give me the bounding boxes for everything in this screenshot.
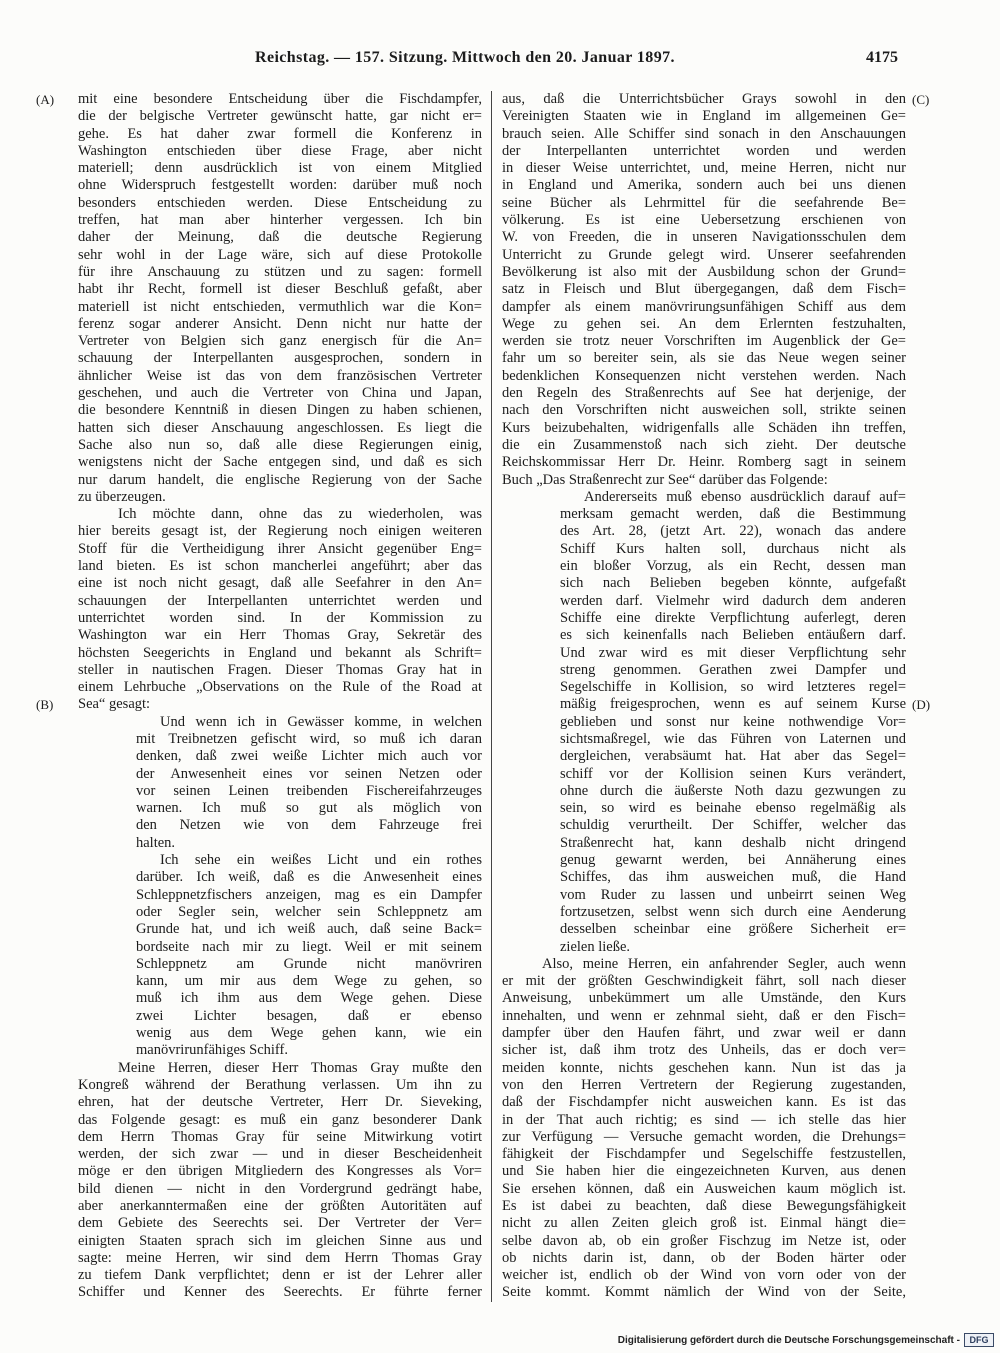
quote-line: sein, so wird es beinahe ebenso regelmäßig als — [560, 800, 906, 817]
text-row — [502, 887, 906, 904]
dfg-logo: DFG — [964, 1333, 994, 1347]
quote-line: des Art. 28, (jetzt Art. 22), wonach das andere — [560, 523, 906, 540]
text-line: Kongreß während der Berathung verlassen. Um ihn zu — [78, 1076, 482, 1093]
text-line: nicht zu allen Zeiten gleich groß ist. Einmal hängt die= — [502, 1215, 906, 1232]
text-row — [502, 1025, 906, 1042]
text-row — [502, 506, 906, 523]
text-line: der Interpellanten unterrichtet worden und werden — [502, 142, 906, 159]
text-row — [78, 1215, 482, 1232]
text-line: von den Herren Vertretern der Regierung zugestanden, — [502, 1076, 906, 1093]
text-line: sicher ist, daß ihm trotz des Unheils, das er doch ver= — [502, 1042, 906, 1059]
text-row — [502, 973, 906, 990]
text-row — [36, 696, 482, 713]
page-number: 4175 — [866, 49, 898, 66]
text-line: werden, der sich zwar — und in dieser Bescheidenheit — [78, 1146, 482, 1163]
text-line: bedenklichen Konsequenzen nicht verstehen werden. Nach — [502, 367, 906, 384]
text-line: fahr um so bereiter sein, als sie das Neue wegen seiner — [502, 350, 906, 367]
text-line: und Sie haben hier die eingezeichneten Kurven, aus denen — [502, 1163, 906, 1180]
margin-marker: (A) — [36, 92, 55, 107]
text-line: Wege zu gehen sei. An dem Erlernten festzuhalten, — [502, 315, 906, 332]
text-row — [502, 1146, 906, 1163]
text-row — [502, 1060, 906, 1077]
text-row — [78, 939, 482, 956]
text-row — [78, 212, 482, 229]
text-line: aber anerkanntermaßen eine der größten Autoritäten auf — [78, 1198, 482, 1214]
text-row — [78, 852, 482, 869]
text-row — [502, 126, 906, 143]
text-row — [502, 91, 930, 108]
text-row — [78, 160, 482, 177]
text-line: dem Herrn Thomas Gray für seine Mitwirkung votirt — [78, 1128, 482, 1145]
text-line: in dieser Weise unterrichtet, und, meine Herren, nicht nur — [502, 160, 906, 177]
text-line: mit eine besondere Entscheidung über die Fischdampfer, — [78, 91, 482, 107]
text-row — [78, 437, 482, 454]
text-row — [502, 869, 906, 886]
text-row — [78, 350, 482, 367]
text-row — [502, 454, 906, 471]
text-row — [78, 1129, 482, 1146]
text-row — [78, 1267, 482, 1284]
quote-line: zwei Lichter besagen, daß er ebenso — [136, 1007, 482, 1024]
text-row — [78, 316, 482, 333]
quote-line: Schiffe eine direkte Verpflichtung auferlegt, deren — [560, 609, 906, 626]
text-row — [78, 662, 482, 679]
running-header: Reichstag. — 157. Sitzung. Mittwoch den 20. Januar 1897. — [255, 49, 675, 66]
text-line: höchsten Seegerichts in England und bekannt als Schrift= — [78, 644, 482, 661]
text-row — [502, 921, 906, 938]
text-row — [78, 679, 482, 696]
text-line: seine Bücher als Lehrmittel für die seefahrende Be= — [502, 194, 906, 211]
text-row — [502, 1181, 906, 1198]
text-row — [502, 835, 906, 852]
quote-line: wenig aus dem Wege gehen kann, wie ein — [136, 1025, 482, 1042]
text-row — [502, 575, 906, 592]
text-row — [78, 1198, 482, 1215]
text-row — [502, 247, 906, 264]
text-line: satz in Fleisch und Blut übergegangen, daß dem Fisch= — [502, 281, 906, 298]
text-line: geschehen, und auch die Vertreter von China und Japan, — [78, 385, 482, 402]
text-line: Stoff für die Vertheidigung ihrer Ansicht gegenüber Eng= — [78, 540, 482, 557]
text-line: zu tiefem Dank verpflichtet; denn er ist der Lehrer aller — [78, 1267, 482, 1284]
text-line: selbe davon ab, ob ein großer Fischzug im Netze ist, oder — [502, 1232, 906, 1249]
text-row — [78, 506, 482, 523]
text-row — [78, 748, 482, 765]
text-line: Seite kommt. Kommt nämlich der Wind von der Seite, — [502, 1284, 906, 1301]
text-line: Unterricht zu Grunde gelegt wird. Unserer seefahrenden — [502, 246, 906, 263]
text-row — [502, 610, 906, 627]
text-row — [78, 731, 482, 748]
text-row — [502, 593, 906, 610]
quote-line: ein bloßer Vorzug, als ein Recht, dessen man — [560, 558, 906, 575]
text-row — [78, 368, 482, 385]
quote-line: der Anwesenheit eines vor seinen Netzen oder — [136, 765, 482, 782]
text-row — [502, 420, 906, 437]
column-divider — [491, 91, 492, 1302]
text-row — [502, 1112, 906, 1129]
text-row — [78, 904, 482, 921]
text-row — [502, 1008, 906, 1025]
text-row — [502, 1077, 906, 1094]
text-line: sehr wohl in der Lage wäre, sich auf diese Protokolle — [78, 246, 482, 263]
quote-line: sichtsmaßregel, wie das Führen von Laternen und — [560, 730, 906, 747]
text-line: einem Lehrbuche „Observations on the Rule of the Road at — [78, 679, 482, 696]
text-row — [78, 1025, 482, 1042]
text-row — [78, 783, 482, 800]
text-row — [78, 1146, 482, 1163]
text-row — [502, 316, 906, 333]
text-row — [78, 575, 482, 592]
text-row — [502, 1198, 906, 1215]
quote-line: Andererseits muß ebenso ausdrücklich darauf auf= — [584, 488, 906, 505]
margin-marker: (C) — [912, 92, 930, 107]
text-row — [502, 731, 906, 748]
text-row — [78, 714, 482, 731]
text-row — [78, 627, 482, 644]
text-row — [78, 1284, 482, 1301]
text-row — [502, 645, 906, 662]
text-row — [78, 1077, 482, 1094]
quote-line: Und zwar wird es mit dieser Verpflichtung sehr — [560, 644, 906, 661]
text-line: ob nichts darin ist, dann, ob der Boden härter oder — [502, 1249, 906, 1266]
text-line: sagte: meine Herren, wir sind dem Herrn Thomas Gray — [78, 1249, 482, 1266]
quote-line: darüber. Ich weiß, daß es die Anwesenheit eines — [136, 869, 482, 886]
text-row — [78, 523, 482, 540]
text-row — [78, 541, 482, 558]
text-line: Washington war ein Herr Thomas Gray, Sekretär des — [78, 627, 482, 644]
quote-line: mit Treibnetzen gefischt wird, so muß ich daran — [136, 730, 482, 747]
text-line: zu überzeugen. — [78, 488, 166, 505]
text-row — [502, 714, 906, 731]
text-line: ehren, hat der deutsche Vertreter, Herr Dr. Sieveking, — [78, 1094, 482, 1111]
quote-line: dergleichen, verabsäumt hat. Hat aber das Segel= — [560, 748, 906, 765]
text-row — [502, 143, 906, 160]
quote-line: Schiffes, das ihm ausweichen muß, die Hand — [560, 869, 906, 886]
quote-line: oder Segler sein, welcher sein Schleppnetz am — [136, 903, 482, 920]
text-row — [502, 368, 906, 385]
text-row — [78, 1042, 482, 1059]
text-line: Schiffer und Kenner des Seerechts. Er führte ferner — [78, 1284, 482, 1301]
text-line: Sache also nun so, daß alle diese Regierungen einig, — [78, 436, 482, 453]
quote-line: genug gewarnt werden, bei Annäherung eines — [560, 852, 906, 869]
text-line: innehalten, und wenn er zehnmal sieht, daß er den Fisch= — [502, 1007, 906, 1024]
text-line: er mit der größten Geschwindigkeit fährt, soll nach dieser — [502, 973, 906, 990]
text-row — [78, 645, 482, 662]
quote-line: fortzusetzen, selbst wenn sich durch eine Aenderung — [560, 903, 906, 920]
quote-line: vom Ruder zu lassen und unbeirrt seinen Weg — [560, 886, 906, 903]
text-line: wenigstens nicht der Sache entgegen sind, und daß es sich — [78, 454, 482, 471]
text-row — [502, 229, 906, 246]
text-row — [78, 990, 482, 1007]
text-row — [502, 904, 906, 921]
quote-line: schuldig verurtheilt. Der Schiffer, welcher das — [560, 817, 906, 834]
quote-line: Schleppnetz am Grunde nicht manövriren — [136, 955, 482, 972]
text-line: die ein Zusammenstoß nach sich zieht. Der deutsche — [502, 436, 906, 453]
text-row — [78, 264, 482, 281]
text-row — [502, 956, 906, 973]
text-row — [78, 247, 482, 264]
text-line: die der belgische Vertreter gewünscht hatte, gar nicht er= — [78, 108, 482, 125]
quote-line: Schleppnetzfischers anzeigen, mag es ein Dampfer — [136, 886, 482, 903]
quote-line: Grunde hat, und ich weiß auch, daß seine Back= — [136, 921, 482, 938]
quote-line: den Netzen wie von dem Fahrzeuge frei — [136, 817, 482, 834]
right-column — [502, 91, 931, 1302]
text-row — [502, 264, 906, 281]
text-line: dampfer als einem manövrirungsunfähigen Schiff aus dem — [502, 298, 906, 315]
quote-line: vor seinen Leinen treibenden Fischereifahrzeuges — [136, 782, 482, 799]
text-line: schauung der Interpellanten ausgesprochen, sondern in — [78, 350, 482, 367]
text-row — [502, 1250, 906, 1267]
text-row — [78, 956, 482, 973]
text-line: nur darum handelt, die englische Regierung von der Sache — [78, 471, 482, 488]
text-line: einigten Staaten sprach sich im gleichen Sinne aus und — [78, 1232, 482, 1249]
text-line: für ihre Anschauung zu stützen und zu sagen: formell — [78, 263, 482, 280]
quote-line: halten. — [136, 834, 176, 851]
text-line: habt ihr Recht, formell ist dieser Beschluß gefaßt, aber — [78, 281, 482, 298]
quote-line: geblieben und sonst nur keine nothwendige Vor= — [560, 713, 906, 730]
text-row — [502, 541, 906, 558]
text-row — [502, 281, 906, 298]
text-row — [78, 420, 482, 437]
text-line: ferenz sogar anderer Ansicht. Denn nicht nur hatte der — [78, 315, 482, 332]
text-row — [502, 1233, 906, 1250]
text-row — [78, 1008, 482, 1025]
text-line: das Folgende gesagt: es muß ein ganz besonderer Dank — [78, 1111, 482, 1128]
quote-line: Segelschiffe in Kollision, so wird letzteres regel= — [560, 679, 906, 696]
text-line: Vereinigten Staaten wie in England im allgemeinen Ge= — [502, 108, 906, 125]
text-line: in England und Amerika, sondern auch bei uns dienen — [502, 177, 906, 194]
text-line: unterrichtet worden sind. In der Kommission zu — [78, 609, 482, 626]
quote-line: schiff vor der Kollision seinen Kurs verändert, — [560, 765, 906, 782]
text-row — [78, 1094, 482, 1111]
text-row — [78, 333, 482, 350]
text-row — [78, 1060, 482, 1077]
text-row — [502, 800, 906, 817]
text-row — [78, 835, 482, 852]
quote-line: muß ich ihm aus dem Wege gehen. Diese — [136, 990, 482, 1007]
text-row — [78, 489, 482, 506]
text-row — [502, 662, 906, 679]
text-row — [36, 91, 482, 108]
text-line: völkerung. Es ist eine Uebersetzung erschienen von — [502, 212, 906, 229]
text-line: Anweisung, unbekümmert um alle Umstände, den Kurs — [502, 990, 906, 1007]
quote-line: desselben scheinbar eine größere Sicherheit er= — [560, 921, 906, 938]
text-line: weicher ist, endlich ob der Wind von vorn oder von der — [502, 1267, 906, 1284]
margin-marker: (D) — [912, 697, 931, 713]
text-line: materiell ist nicht entschieden, vermuthlich war die Kon= — [78, 298, 482, 315]
quote-line: Und wenn ich in Gewässer komme, in welchen — [160, 713, 482, 730]
text-row — [502, 558, 906, 575]
text-row — [502, 748, 906, 765]
quote-line: manövrirunfähiges Schiff. — [136, 1042, 288, 1059]
text-row — [78, 869, 482, 886]
text-line: Es ist dabei zu beachten, daß diese Bewegungsfähigkeit — [502, 1198, 906, 1214]
text-line: ähnlicher Weise ist das von dem französischen Vertreter — [78, 367, 482, 384]
text-row — [78, 126, 482, 143]
text-row — [502, 1042, 906, 1059]
text-row — [502, 299, 906, 316]
text-row — [502, 939, 906, 956]
text-line: aus, daß die Unterrichtsbücher Grays sowohl in den — [502, 91, 906, 107]
text-row — [78, 558, 482, 575]
text-row — [502, 1163, 906, 1180]
quote-line: es sich keinenfalls nach Belieben entäußern darf. — [560, 627, 906, 644]
text-row — [502, 333, 906, 350]
text-line: land bieten. Es ist schon mancherlei angeführt; aber das — [78, 558, 482, 575]
text-row — [502, 212, 906, 229]
text-line: werden sie trotz neuer Vorschriften im Augenblick der Ge= — [502, 333, 906, 350]
text-row — [502, 817, 906, 834]
text-row — [78, 766, 482, 783]
text-row — [78, 593, 482, 610]
quote-line: denken, daß zwei weiße Lichter mich auch vor — [136, 748, 482, 765]
text-row — [502, 195, 906, 212]
quote-line: streng genommen. Gerathen zwei Dampfer und — [560, 661, 906, 678]
text-row — [502, 627, 906, 644]
text-line: daß der Fischdampfer nicht ausweichen kann. Es ist das — [502, 1094, 906, 1111]
quote-line: Ich sehe ein weißes Licht und ein rothes — [160, 852, 482, 869]
text-row — [78, 177, 482, 194]
quote-line: kann, um mir aus dem Wege zu gehen, so — [136, 973, 482, 990]
text-row — [78, 143, 482, 160]
text-line: Sea“ gesagt: — [78, 696, 151, 713]
text-line: dem Gebiete des Seerechts sei. Der Vertreter der Ver= — [78, 1215, 482, 1232]
text-line: materiell; denn ausdrücklich ist von einem Mitglied — [78, 160, 482, 177]
text-line: fähigkeit der Fischdampfer und Segelschiffe festzustellen, — [502, 1146, 906, 1163]
text-line: schauungen der Interpellanten unterrichtet werden und — [78, 592, 482, 609]
text-line: meiden konnte, nichts geschehen kann. Nun ist das ja — [502, 1059, 906, 1076]
text-line: besonders entschieden werden. Diese Entscheidung zu — [78, 194, 482, 211]
text-line: nach den Vorschriften nicht ausweichen soll, strikte seinen — [502, 402, 906, 419]
text-row — [78, 1112, 482, 1129]
text-row — [502, 1267, 906, 1284]
quote-line: Schiff Kurs halten soll, durchaus nicht als — [560, 540, 906, 557]
text-row — [502, 177, 906, 194]
text-row — [502, 160, 906, 177]
quote-line: warnen. Ich muß so gut als möglich von — [136, 800, 482, 817]
text-line: den Regeln des Straßenrechts auf See hat derjenige, der — [502, 385, 906, 402]
text-row — [502, 472, 906, 489]
text-row — [78, 1163, 482, 1180]
text-line: ohne Widerspruch festgestellt worden: darüber muß noch — [78, 177, 482, 194]
quote-line: merksam gemacht werden, daß die Bestimmung — [560, 506, 906, 523]
quote-line: ohne durch die äußerste Noth dazu gezwungen zu — [560, 782, 906, 799]
text-row — [78, 973, 482, 990]
text-line: gehe. Es hat daher zwar formell die Konferenz in — [78, 125, 482, 142]
text-row — [78, 1233, 482, 1250]
text-line: treffen, hat man aber hinterher vergessen. Ich bin — [78, 212, 482, 229]
text-line: hatten sich dieser Anschauung angeschlossen. Es liegt die — [78, 419, 482, 436]
text-line: die besondere Kenntniß in diesen Dingen zu haben schienen, — [78, 402, 482, 419]
text-row — [502, 385, 906, 402]
quote-line: zielen ließe. — [560, 938, 631, 955]
text-line: möge er den übrigen Mitgliedern des Kongresses als Vor= — [78, 1163, 482, 1180]
text-line: in der That auch richtig; es sind — ich stelle das hier — [502, 1111, 906, 1128]
text-row — [502, 108, 906, 125]
quote-line: mäßig freigesprochen, wenn es auf seinem Kurse — [560, 696, 906, 713]
text-row — [78, 887, 482, 904]
margin-marker: (B) — [36, 697, 54, 713]
text-line: steller in nautischen Fragen. Dieser Thomas Gray hat in — [78, 661, 482, 678]
text-row — [502, 402, 906, 419]
quote-line: bordseite nach mir zu liegt. Weil er mit seinem — [136, 938, 482, 955]
text-row — [78, 472, 482, 489]
text-line: brauch seien. Alle Schiffer sind sonach in den Anschauungen — [502, 125, 906, 142]
text-line: zur Verfügung — Versuche gemacht worden, die Drehungs= — [502, 1128, 906, 1145]
left-column — [36, 91, 482, 1302]
text-row — [502, 489, 906, 506]
text-row — [502, 437, 906, 454]
text-row — [502, 350, 906, 367]
text-line: Meine Herren, dieser Herr Thomas Gray mußte den — [118, 1059, 482, 1076]
text-row — [78, 385, 482, 402]
text-line: daher der Meinung, daß die deutsche Regierung — [78, 229, 482, 246]
text-line: Reichskommissar Herr Dr. Heinr. Romberg sagt in seinem — [502, 454, 906, 471]
quote-line: sich nach Belieben begeben könnte, aufgefaßt — [560, 575, 906, 592]
text-line: eine ist noch nicht gesagt, daß alle Seefahrer in den An= — [78, 575, 482, 592]
text-row — [502, 783, 906, 800]
text-row — [502, 990, 906, 1007]
text-row — [502, 1094, 906, 1111]
text-row — [502, 679, 906, 696]
text-row — [502, 696, 931, 713]
text-row — [502, 1129, 906, 1146]
text-row — [78, 610, 482, 627]
text-line: Also, meine Herren, ein anfahrender Segler, auch wenn — [542, 955, 906, 972]
text-row — [78, 229, 482, 246]
text-line: dampfer über den Haufen fährt, und zwar weil er dann — [502, 1025, 906, 1042]
text-row — [78, 402, 482, 419]
text-row — [78, 817, 482, 834]
text-row — [502, 852, 906, 869]
text-line: hier bereits gesagt ist, der Regierung noch einigen weiteren — [78, 523, 482, 540]
text-row — [502, 1215, 906, 1232]
text-line: W. von Freeden, die in unseren Navigationsschulen dem — [502, 229, 906, 246]
text-line: Ich möchte dann, ohne das zu wiederholen, was — [118, 506, 482, 523]
text-row — [78, 1250, 482, 1267]
text-line: Vertreter von Belgien sich ganz energisch für die An= — [78, 333, 482, 350]
text-row — [78, 1181, 482, 1198]
text-line: Kurs beizubehalten, widrigenfalls alle Schäden ihn treffen, — [502, 419, 906, 436]
text-line: Buch „Das Straßenrecht zur See“ darüber das Folgende: — [502, 471, 828, 488]
text-row — [78, 108, 482, 125]
text-line: Sie ersehen können, daß ein Ausweichen kaum möglich ist. — [502, 1180, 906, 1197]
quote-line: Straßenrecht hat, kann deshalb nicht dringend — [560, 834, 906, 851]
text-row — [78, 281, 482, 298]
text-row — [78, 800, 482, 817]
text-row — [78, 454, 482, 471]
text-row — [502, 523, 906, 540]
text-line: bild dienen — nicht in den Vordergrund gedrängt habe, — [78, 1180, 482, 1197]
text-row — [502, 1284, 906, 1301]
text-row — [78, 921, 482, 938]
quote-line: werden darf. Vielmehr wird dadurch dem anderen — [560, 592, 906, 609]
digitization-credit: Digitalisierung gefördert durch die Deutsche Forschungsgemeinschaft - — [617, 1335, 960, 1346]
text-line: Washington entschieden über diese Frage, aber nicht — [78, 142, 482, 159]
text-row — [78, 195, 482, 212]
text-row — [78, 299, 482, 316]
text-line: Bevölkerung ist also mit der Ausbildung schon der Grund= — [502, 263, 906, 280]
text-row — [502, 766, 906, 783]
